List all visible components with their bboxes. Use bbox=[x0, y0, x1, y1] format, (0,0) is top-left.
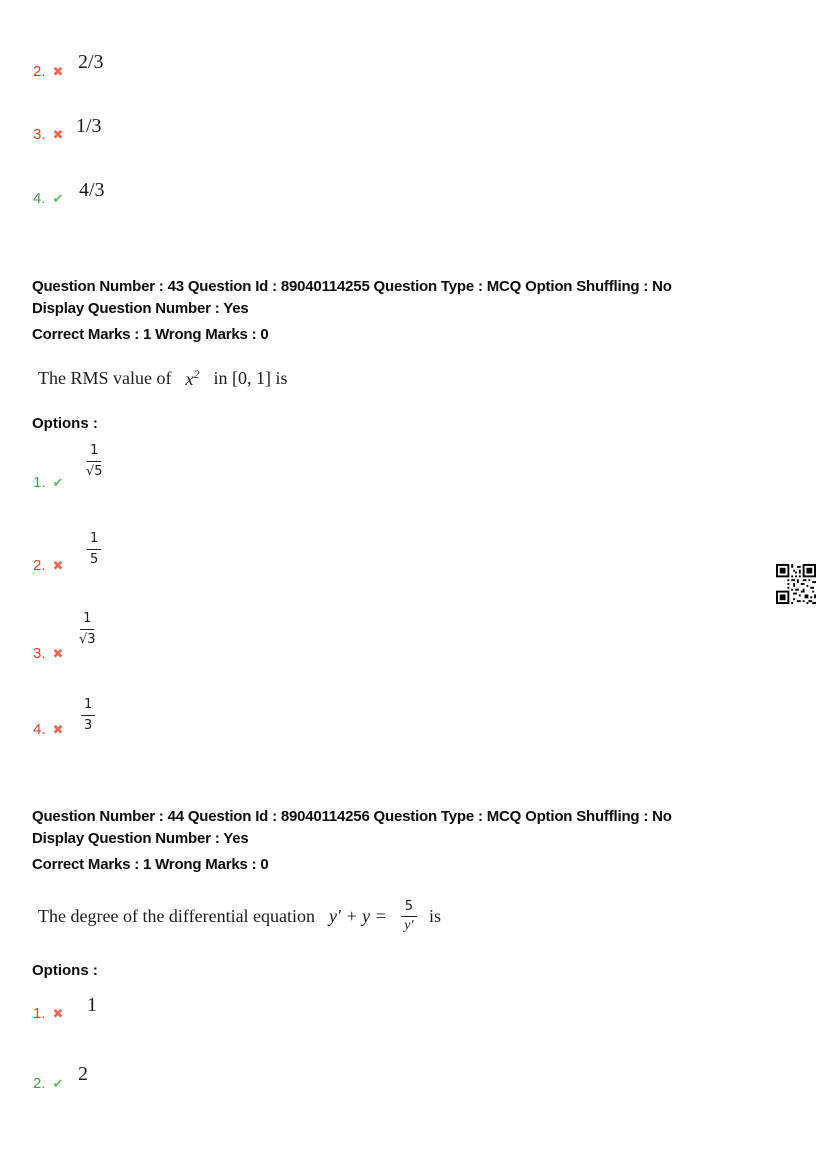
option-row bbox=[33, 722, 63, 737]
option-answer: 2 bbox=[78, 1063, 88, 1085]
question-header-line2: Display Question Number : Yes bbox=[32, 830, 249, 847]
question-header-line2: Display Question Number : Yes bbox=[32, 300, 249, 317]
option-fraction: $\frac{1}{√5}$ bbox=[86, 443, 103, 480]
question-header bbox=[32, 276, 807, 320]
wrong-icon: ✖ bbox=[52, 722, 64, 737]
wrong-icon: ✖ bbox=[52, 127, 64, 142]
question-header-line1: Question Number : 44 Question Id : 89040114256 Question Type : MCQ Option Shuffling : No bbox=[32, 808, 672, 825]
option-number: 3. bbox=[33, 126, 46, 143]
correct-icon: ✔ bbox=[52, 191, 64, 206]
question-text bbox=[38, 899, 441, 933]
option-number: 4. bbox=[33, 721, 46, 738]
equation-fraction: $\frac{5}{y'}$ bbox=[401, 900, 417, 934]
option-fraction: $\frac{1}{5}$ bbox=[87, 531, 101, 569]
question-suffix: is bbox=[429, 905, 442, 926]
option-answer: 1 bbox=[87, 994, 97, 1016]
wrong-icon: ✖ bbox=[52, 558, 64, 573]
marks-line: Correct Marks : 1 Wrong Marks : 0 bbox=[32, 856, 269, 873]
option-row bbox=[33, 64, 63, 79]
option-row bbox=[33, 646, 63, 661]
option-answer: 2/3 bbox=[78, 51, 104, 73]
math-equation: y′ + y = bbox=[329, 905, 387, 926]
wrong-icon: ✖ bbox=[52, 64, 64, 79]
question-text bbox=[38, 367, 287, 390]
option-number: 3. bbox=[33, 645, 46, 662]
options-label: Options : bbox=[32, 415, 98, 432]
options-label: Options : bbox=[32, 962, 98, 979]
option-row bbox=[33, 191, 63, 206]
qr-code bbox=[776, 561, 816, 607]
option-number: 4. bbox=[33, 190, 46, 207]
option-number: 1. bbox=[33, 474, 46, 491]
wrong-icon: ✖ bbox=[52, 1006, 64, 1021]
option-row bbox=[33, 127, 63, 142]
option-fraction: $\frac{1}{3}$ bbox=[81, 697, 95, 735]
question-header-line1: Question Number : 43 Question Id : 89040114255 Question Type : MCQ Option Shuffling : No bbox=[32, 278, 672, 295]
option-row bbox=[33, 558, 63, 573]
question-suffix: in [0, 1] is bbox=[213, 368, 288, 388]
option-answer: 4/3 bbox=[79, 179, 105, 201]
option-number: 2. bbox=[33, 557, 46, 574]
option-answer: 1/3 bbox=[76, 115, 102, 137]
option-fraction: $\frac{1}{√3}$ bbox=[79, 611, 96, 648]
question-prefix: The degree of the differential equation bbox=[38, 905, 316, 926]
option-number: 2. bbox=[33, 63, 46, 80]
option-number: 1. bbox=[33, 1005, 46, 1022]
question-prefix: The RMS value of bbox=[38, 368, 172, 388]
wrong-icon: ✖ bbox=[52, 646, 64, 661]
marks-line: Correct Marks : 1 Wrong Marks : 0 bbox=[32, 326, 269, 343]
option-number: 2. bbox=[33, 1075, 46, 1092]
correct-icon: ✔ bbox=[52, 475, 64, 490]
correct-icon: ✔ bbox=[52, 1076, 64, 1091]
question-header bbox=[32, 806, 807, 850]
option-row bbox=[33, 475, 63, 490]
math-x-squared: $x^2$ bbox=[185, 367, 200, 389]
option-row bbox=[33, 1076, 63, 1091]
option-row bbox=[33, 1006, 63, 1021]
